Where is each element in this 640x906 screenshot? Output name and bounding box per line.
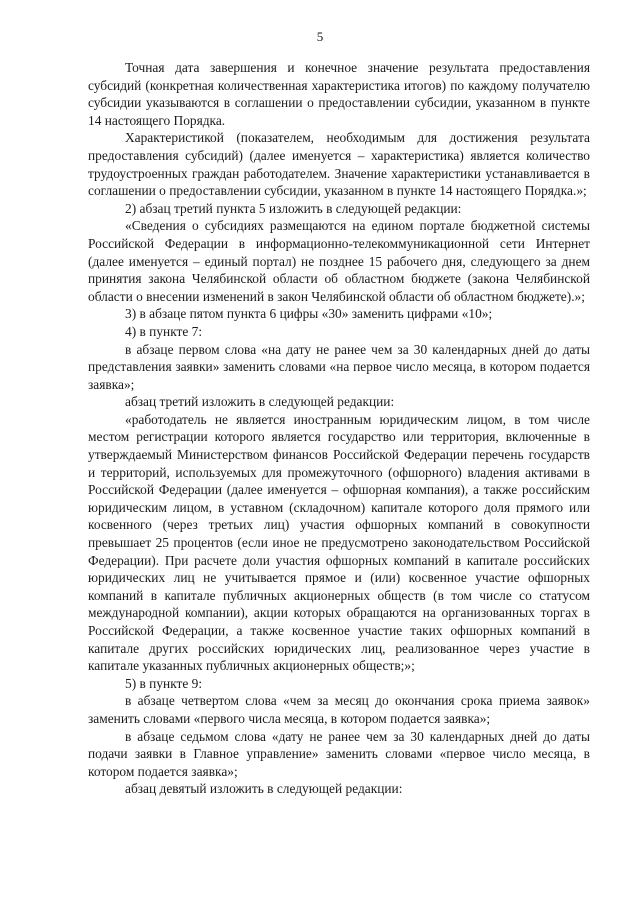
paragraph: 3) в абзаце пятом пункта 6 цифры «30» заменить цифрами «10»; [125,306,493,322]
paragraph: «работодатель не является иностранным юридическим лицом, в том числе местом регистрации которого является государство или территория, включенные в утверждаемый Министерством финансов Российской Федерации перечень государств и территорий, используемых для промежуточного (офшорного) владения активами в Российской Федерации (далее именуется – офшорная компания), а также российским юридическим лицом, в уставном (складочном) капитале которого доля прямого или косвенного (через третьих лиц) участия офшорных компаний в совокупности превышает 25 процентов (если иное не предусмотрено законодательством Российской Федерации). При расчете доли участия офшорных компаний в капитале российских юридических лиц не учитывается прямое и (или) косвенное участие офшорных компаний в капитале публичных акционерных обществ (в том числе со статусом международной компании), акции которых обращаются на организованных торгах в Российской Федерации, а также косвенное участие таких офшорных компаний в капитале других российских юридических лиц, реализованное через участие в капитале указанных публичных акционерных обществ;»; [88,411,590,674]
paragraph: абзац третий изложить в следующей редакции: [125,394,395,410]
paragraph: Характеристикой (показателем, необходимым для достижения результата предоставления субсидий) (далее именуется – характеристика) является количество трудоустроенных граждан работодателем. Значение характеристики устанавливается в соглашении о предоставлении субсидии, указанном в пункте 14 настоящего Порядка.»; [88,130,590,199]
paragraph: 4) в пункте 7: [125,323,203,339]
paragraph: 2) абзац третий пункта 5 изложить в следующей редакции: [125,200,462,216]
page-number: 5 [316,29,324,44]
paragraph: «Сведения о субсидиях размещаются на едином портале бюджетной системы Российской Федерации в информационно-телекоммуникационной сети Интернет (далее именуется – единый портал) не позднее 15 рабочего дня, следующего за днем принятия закона Челябинской области об областном бюджете (закона Челябинской области о внесении изменений в закон Челябинской области об областном бюджете).»; [88,218,590,304]
paragraph: 5) в пункте 9: [125,675,203,691]
paragraph: абзац девятый изложить в следующей редакции: [125,781,403,797]
paragraph: в абзаце четвертом слова «чем за месяц до окончания срока приема заявок» заменить словами «первого числа месяца, в котором подается заявка»; [88,693,590,726]
paragraph: Точная дата завершения и конечное значение результата предоставления субсидий (конкретная количественная характеристика итогов) по каждому получателю субсидии указываются в соглашении о предоставлении субсидии, указанном в пункте 14 настоящего Порядка. [88,60,590,128]
paragraph: в абзаце первом слова «на дату не ранее чем за 30 календарных дней до даты представления заявки» заменить словами «на первое число месяца, в котором подается заявка»; [88,341,590,392]
document-body [88,59,590,798]
paragraph: в абзаце седьмом слова «дату не ранее чем за 30 календарных дней до даты подачи заявки в Главное управление» заменить словами «первое число месяца, в котором подается заявка»; [88,728,590,779]
